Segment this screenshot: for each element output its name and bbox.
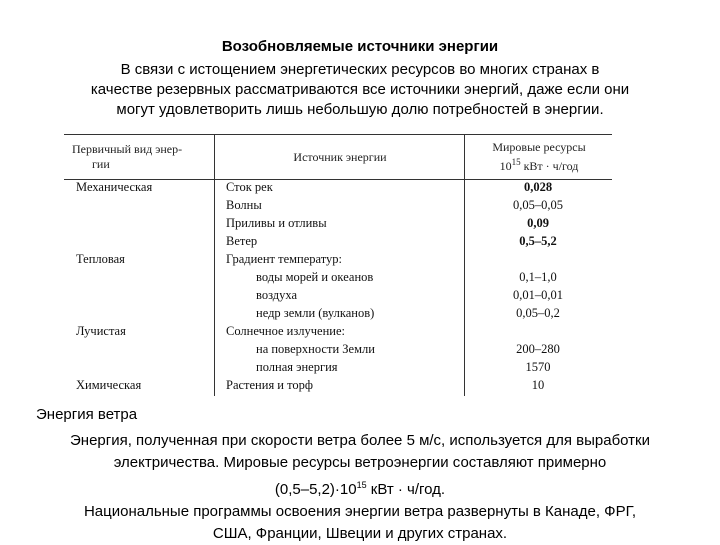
energy-source-cell: воздуха — [256, 288, 298, 302]
resource-value-cell: 10 — [531, 378, 545, 392]
wind-text-line: США, Франции, Швеции и других странах. — [212, 525, 508, 542]
energy-source-cell: Волны — [226, 198, 262, 212]
energy-source-cell: Приливы и отливы — [226, 216, 327, 230]
resource-value-cell: 0,05–0,05 — [513, 198, 563, 212]
resource-value-cell: 0,1–1,0 — [519, 270, 557, 284]
column-divider — [214, 178, 215, 396]
wind-energy-paragraph — [20, 430, 700, 545]
energy-source-cell: Сток рек — [226, 180, 273, 194]
energy-source-cell: Растения и торф — [226, 378, 314, 392]
energy-source-cell: воды морей и океанов — [256, 270, 374, 284]
energy-source-cell: Ветер — [226, 234, 258, 248]
intro-line: могут удовлетворить лишь небольшую долю потребностей в энергии. — [116, 101, 604, 118]
resource-value-cell: 0,5–5,2 — [519, 234, 557, 248]
table-header — [64, 134, 612, 180]
header-energy-type: Первичный вид энер- гии — [72, 142, 183, 171]
intro-line: качестве резервных рассматриваются все источники энергий, даже если они — [90, 81, 630, 98]
resource-value-cell: 1570 — [525, 360, 551, 374]
energy-type-cell: Лучистая — [76, 324, 126, 338]
energy-type-cell: Химическая — [76, 378, 142, 392]
energy-type-cell: Механическая — [76, 180, 153, 194]
energy-source-cell: Солнечное излучение: — [226, 324, 345, 338]
page-title: Возобновляемые источники энергии — [221, 38, 499, 55]
wind-text-line: $(0,5-5,2)\cdot 10^{15}$ кВт · ч/год. — [274, 480, 446, 498]
header-world-resources: Мировые ресурсы $10^{15}$ кВт · ч/год — [464, 135, 613, 179]
wind-text-line: Национальные программы освоения энергии ветра развернуты в Канаде, ФРГ, — [83, 503, 637, 520]
header-energy-source: Источник энергии — [214, 135, 465, 179]
intro-line: В связи с истощением энергетических ресурсов во многих странах в — [120, 61, 600, 78]
resource-value-cell: 0,09 — [527, 216, 549, 230]
resource-value-cell: 0,01–0,01 — [513, 288, 563, 302]
resource-value-cell: 0,028 — [523, 180, 553, 194]
energy-source-cell: на поверхности Земли — [256, 342, 375, 356]
intro-paragraph — [40, 60, 680, 120]
wind-energy-heading: Энергия ветра — [36, 406, 138, 423]
wind-text-line: Энергия, полученная при скорости ветра более 5 м/с, используется для выработки — [70, 432, 650, 449]
energy-source-cell: недр земли (вулканов) — [256, 306, 375, 320]
energy-resources-table — [64, 134, 612, 396]
energy-type-cell: Тепловая — [76, 252, 125, 266]
resource-value-cell: 0,05–0,2 — [516, 306, 560, 320]
energy-source-cell: полная энергия — [256, 360, 338, 374]
wind-text-line: электричества. Мировые ресурсы ветроэнергии составляют примерно — [113, 454, 607, 471]
table-body — [64, 178, 612, 396]
resource-value-cell: 200–280 — [516, 342, 560, 356]
energy-source-cell: Градиент температур: — [226, 252, 343, 266]
